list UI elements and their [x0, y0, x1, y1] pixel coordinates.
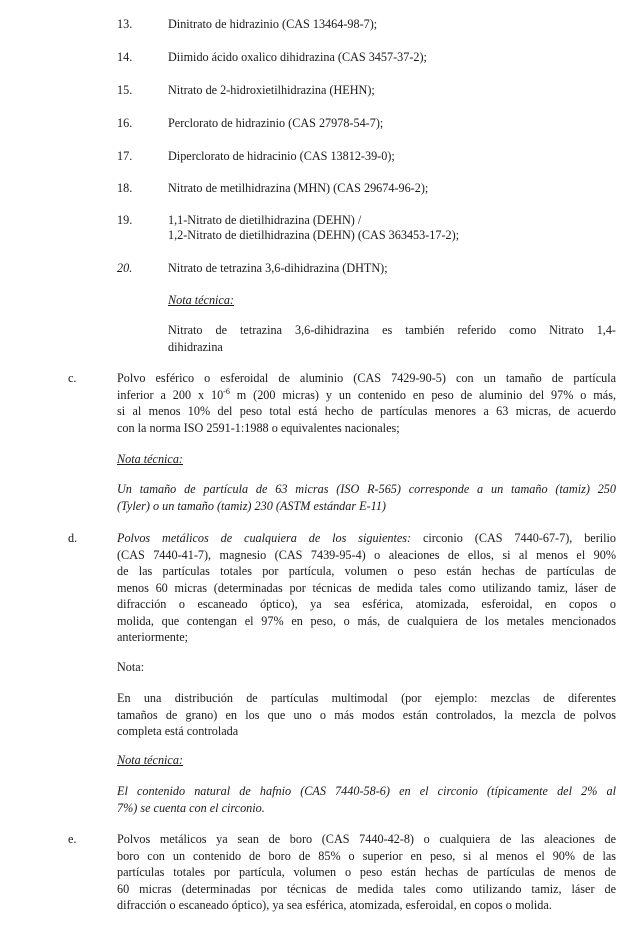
item20-note-line2: dihidrazina [168, 339, 223, 354]
section-c-line2-pre: inferior a 200 x 10 [117, 387, 224, 402]
section-d-note-label: Nota técnica: [117, 753, 183, 767]
item-number-16: 16. [117, 116, 133, 130]
section-d-line1-italic: Polvos metálicos de cualquiera de los siguientes: [117, 531, 412, 545]
section-c-line3: si al menos 10% del peso total está hecho de partículas menores a 63 micras, de acuerdo [117, 404, 616, 418]
section-d-nota-line1: En una distribución de partículas multimodal (por ejemplo: mezclas de diferentes [117, 691, 616, 705]
item-text-19-line1: 1,1-Nitrato de dietilhidrazina (DEHN) / [168, 213, 362, 227]
item-number-18: 18. [117, 181, 133, 195]
item-number-13: 13. [117, 17, 133, 31]
section-c-note-line2: (Tyler) o un tamaño (tamiz) 230 (ASTM estándar E-11) [117, 498, 386, 513]
section-c-exponent: -6 [223, 386, 230, 396]
section-d-nota-line2: tamaños de grano) en los que uno o más modos están controlados, la mezcla de polvos [117, 707, 616, 722]
item-text-20: Nitrato de tetrazina 3,6-dihidrazina (DHTN); [168, 261, 388, 275]
section-d-line3: de las partículas totales por partícula, volumen o peso están hechas de partículas de [117, 564, 616, 578]
section-d-line7: anteriormente; [117, 630, 189, 644]
section-d-note-line2: 7%) se cuenta con el circonio. [117, 800, 265, 815]
section-d-note-line1: El contenido natural de hafnio (CAS 7440-58-6) en el circonio (típicamente del 2% al [117, 784, 616, 798]
item-text-14: Diimido ácido oxalico dihidrazina (CAS 3457-37-2); [168, 50, 427, 64]
section-c-note-label: Nota técnica: [117, 452, 183, 466]
section-c-note-line1: Un tamaño de partícula de 63 micras (ISO R-565) corresponde a un tamaño (tamiz) 250 [117, 482, 616, 496]
item-text-13: Dinitrato de hidrazinio (CAS 13464-98-7); [168, 17, 378, 31]
item-number-17: 17. [117, 149, 133, 163]
item-text-17: Diperclorato de hidracinio (CAS 13812-39-0); [168, 149, 395, 163]
section-c-note-body [117, 481, 616, 514]
item-number-15: 15. [117, 83, 133, 97]
section-c-line2-post: m (200 micras) y un contenido en peso de aluminio del 97% o más, [229, 387, 616, 402]
item-number-19: 19. [117, 213, 133, 227]
item-text-19-line2: 1,2-Nitrato de dietilhidrazina (DEHN) (CAS 363453-17-2); [168, 228, 460, 242]
section-d-line4: menos 60 micras (determinadas por técnicas de medida tales como utilizando tamiz, láser de [117, 580, 616, 595]
item20-note-label: Nota técnica: [168, 293, 234, 307]
section-d-line1 [117, 530, 616, 547]
item20-note-body [168, 322, 616, 355]
item-text-18: Nitrato de metilhidrazina (MHN) (CAS 29674-96-2); [168, 181, 429, 195]
section-d-letter: d. [68, 531, 78, 545]
item-number-20: 20. [117, 261, 133, 275]
section-c-letter: c. [68, 371, 77, 385]
section-c-line1: Polvo esférico o esferoidal de aluminio (CAS 7429-90-5) con un tamaño de partícula [117, 371, 616, 385]
section-d-note-body [117, 783, 616, 816]
section-e-line2: boro con un contenido de boro de 85% o superior en peso, si al menos el 90% de las [117, 848, 616, 863]
section-d-nota-line3: completa está controlada [117, 724, 239, 738]
section-e-line5: difracción o escaneado óptico), ya sea esférica, atomizada, esferoidal, en copos o molida. [117, 898, 552, 912]
section-d-line2: (CAS 7440-41-7), magnesio (CAS 7439-95-4) o aleaciones de ellos, si al menos el 90% [117, 547, 616, 562]
section-c-body [117, 370, 616, 436]
section-c-line4: con la norma ISO 2591-1:1988 o equivalentes nacionales; [117, 420, 400, 435]
section-e-line3: partículas totales por partícula, volumen o peso están hechas de partículas de menos de [117, 865, 616, 879]
item20-note-line1: Nitrato de tetrazina 3,6-dihidrazina es también referido como Nitrato 1,4- [168, 323, 616, 337]
section-d-line5: difracción o escaneado óptico), ya sea esférica, atomizada, esferoidal, en copos o [117, 597, 616, 611]
section-e-body [117, 831, 616, 914]
item-text-15: Nitrato de 2-hidroxietilhidrazina (HEHN); [168, 83, 375, 97]
item-number-14: 14. [117, 50, 133, 64]
section-d-nota-label: Nota: [117, 660, 145, 674]
section-d-line6: molida, que contengan el 97% en peso, o más, de cualquiera de los metales mencionados [117, 613, 616, 628]
section-e-line1: Polvos metálicos ya sean de boro (CAS 7440-42-8) o cualquiera de las aleaciones de [117, 832, 616, 846]
section-d-line1-rest: circonio (CAS 7440-67-7), berilio [411, 531, 617, 545]
section-d-nota-body [117, 690, 616, 740]
item-text-16: Perclorato de hidrazinio (CAS 27978-54-7); [168, 116, 384, 130]
section-e-letter: e. [68, 832, 77, 846]
section-e-line4: 60 micras (determinadas por técnicas de medida tales como utilizando tamiz, láser de [117, 881, 616, 896]
section-d-body [117, 530, 616, 646]
section-c-line2 [117, 387, 616, 404]
